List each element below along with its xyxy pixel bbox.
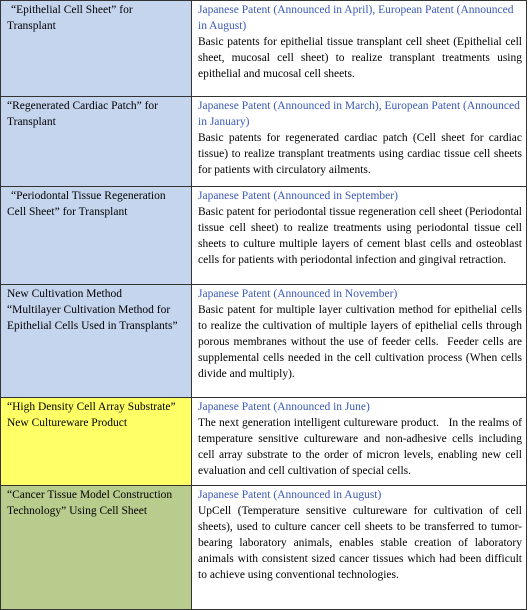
product-label-line: “Regenerated Cardiac Patch” for: [7, 100, 159, 112]
patent-status-heading: Japanese Patent (Announced in August): [198, 489, 382, 501]
patent-row: [1, 97, 527, 187]
patent-table-body: [1, 1, 527, 610]
patent-description-text: Basic patents for regenerated cardiac patch (Cell sheet for cardiac tissue) to realize transplant treatments using cardiac tissue cell sheets for patients with circulatory ailments.: [198, 132, 522, 176]
product-label-line: New Cultivation Method: [7, 288, 122, 300]
product-label-cell: [1, 486, 192, 610]
product-label-line: “Multilayer Cultivation Method for: [7, 304, 171, 316]
product-label-line: Cell Sheet” for Transplant: [7, 206, 128, 218]
patent-row: [1, 285, 527, 398]
product-label-line: “Epithelial Cell Sheet” for: [11, 4, 133, 16]
product-label-cell: [1, 285, 192, 398]
patent-row: [1, 486, 527, 610]
patent-description-text: Basic patent for multiple layer cultivation method for epithelial cells to realize the cultivation of multiple layers of epithelial cells through porous membranes without the use of feeder cells. Feeder cells are supplemental cells needed in the cell cultivation process (When cells divide and multiply).: [198, 304, 522, 380]
patent-description-text: UpCell (Temperature sensitive cultureware for cultivation of cell sheets), used to culture cancer cell sheets to be transferred to tumor-bearing laboratory animals, enables stable creation of laboratory animals with consistent sized cancer tissues which had been difficult to achieve using conventional technologies.: [198, 505, 522, 581]
patent-description-text: Basic patents for epithelial tissue transplant cell sheet (Epithelial cell sheet, mucosal cell sheet) to realize transplant treatments using epithelial and mucosal cell sheets.: [198, 36, 522, 80]
product-label-line: Epithelial Cells Used in Transplants”: [7, 320, 178, 332]
product-label-line: Technology” Using Cell Sheet: [7, 505, 148, 517]
patent-row: [1, 398, 527, 486]
patent-row: [1, 187, 527, 285]
patent-description-text: The next generation intelligent cultureware product. In the realms of temperature sensitive cultureware and non-adhesive cells including cell array substrate to the order of micron levels, enabling new cell evaluation and cell cultivation of special cells.: [198, 417, 522, 477]
patent-description-cell: [192, 285, 527, 398]
patent-description-cell: [192, 398, 527, 486]
patent-status-heading: Japanese Patent (Announced in September): [198, 190, 398, 202]
product-label-cell: [1, 398, 192, 486]
patent-status-heading: Japanese Patent (Announced in June): [198, 401, 370, 413]
patent-row: [1, 1, 527, 97]
patent-description-cell: [192, 97, 527, 187]
patent-description-cell: [192, 1, 527, 97]
patent-status-heading: Japanese Patent (Announced in March), European Patent (Announced in January): [198, 100, 520, 128]
product-label-line: “High Density Cell Array Substrate”: [7, 401, 176, 413]
product-label-line: “Periodontal Tissue Regeneration: [11, 190, 166, 202]
product-label-cell: [1, 97, 192, 187]
product-label-cell: [1, 187, 192, 285]
patent-status-heading: Japanese Patent (Announced in November): [198, 288, 398, 300]
patent-description-cell: [192, 187, 527, 285]
product-label-line: Transplant: [7, 116, 56, 128]
patent-status-heading: Japanese Patent (Announced in April), European Patent (Announced in August): [198, 4, 514, 32]
patent-description-text: Basic patent for periodontal tissue regeneration cell sheet (Periodontal tissue cell sheet) to realize treatments using periodontal tissue cell sheets to culture multiple layers of cement blast cells and osteoblast cells for patients with periodontal infection and gingival retraction.: [198, 206, 522, 266]
product-label-cell: [1, 1, 192, 97]
product-label-line: “Cancer Tissue Model Construction: [7, 489, 173, 501]
product-label-line: New Cultureware Product: [7, 417, 128, 429]
patent-description-cell: [192, 486, 527, 610]
product-label-line: Transplant: [7, 20, 56, 32]
